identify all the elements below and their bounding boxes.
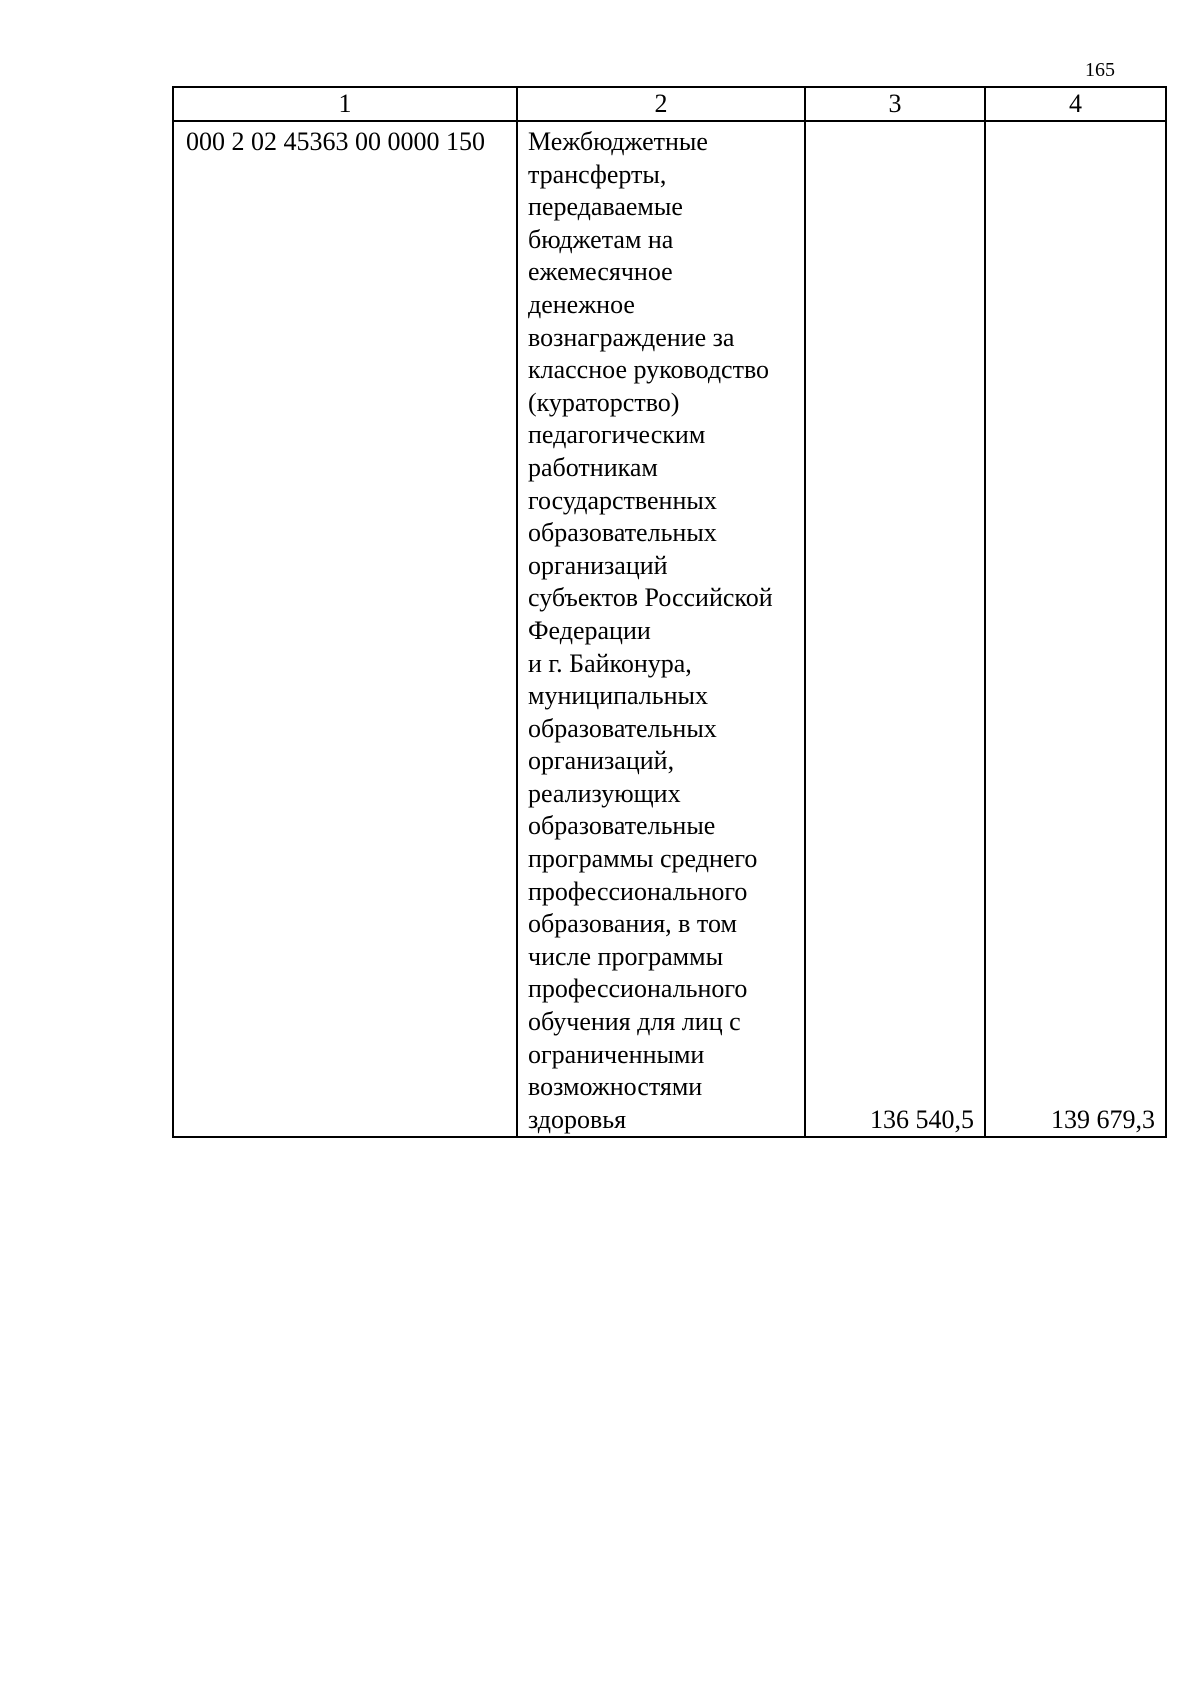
description-line: организаций — [528, 550, 668, 580]
description-line: профессионального — [528, 974, 748, 1004]
page-number: 165 — [1085, 59, 1115, 81]
value-column-3-cell: 136 540,5 — [805, 121, 985, 1137]
description-line: профессионального — [528, 876, 748, 906]
description-line: (кураторство) — [528, 387, 680, 417]
description-line: возможностями — [528, 1072, 703, 1102]
description-line: работникам — [528, 452, 658, 482]
table-row — [173, 121, 1166, 1137]
budget-code-cell: 000 2 02 45363 00 0000 150 — [173, 121, 517, 1137]
description-line: образовательные — [528, 811, 716, 841]
description-line: классное руководство — [528, 355, 770, 385]
description-line: Межбюджетные — [528, 127, 708, 156]
header-row — [173, 87, 1166, 121]
description-line: муниципальных — [528, 681, 709, 711]
description-line: реализующих — [528, 778, 681, 808]
description-line: здоровья — [528, 1104, 627, 1134]
description-line: образовательных — [528, 518, 717, 548]
description-line: и г. Байконура, — [528, 648, 692, 678]
description-line: ограниченными — [528, 1039, 705, 1069]
description-line: субъектов Российской — [528, 583, 773, 613]
description-line: государственных — [528, 485, 717, 515]
description-line: педагогическим — [528, 420, 706, 450]
description-line: вознаграждение за — [528, 322, 735, 352]
description-line: организаций, — [528, 746, 675, 776]
description-cell — [517, 121, 805, 1137]
description-line: денежное — [528, 289, 635, 319]
description-line: ежемесячное — [528, 257, 673, 287]
budget-table — [172, 86, 1167, 1138]
column-header-1: 1 — [173, 87, 517, 121]
description-line: образовательных — [528, 713, 717, 743]
description-line: числе программы — [528, 941, 724, 971]
column-header-3: 3 — [805, 87, 985, 121]
description-line: образования, в том — [528, 909, 737, 939]
description-line: передаваемые — [528, 192, 683, 222]
value-column-4-cell: 139 679,3 — [985, 121, 1166, 1137]
description-line: бюджетам на — [528, 224, 674, 254]
description-line: трансферты, — [528, 159, 667, 189]
description-line: обучения для лиц с — [528, 1007, 741, 1037]
column-header-4: 4 — [985, 87, 1166, 121]
description-line: программы среднего — [528, 844, 758, 874]
description-line: Федерации — [528, 615, 651, 645]
column-header-2: 2 — [517, 87, 805, 121]
